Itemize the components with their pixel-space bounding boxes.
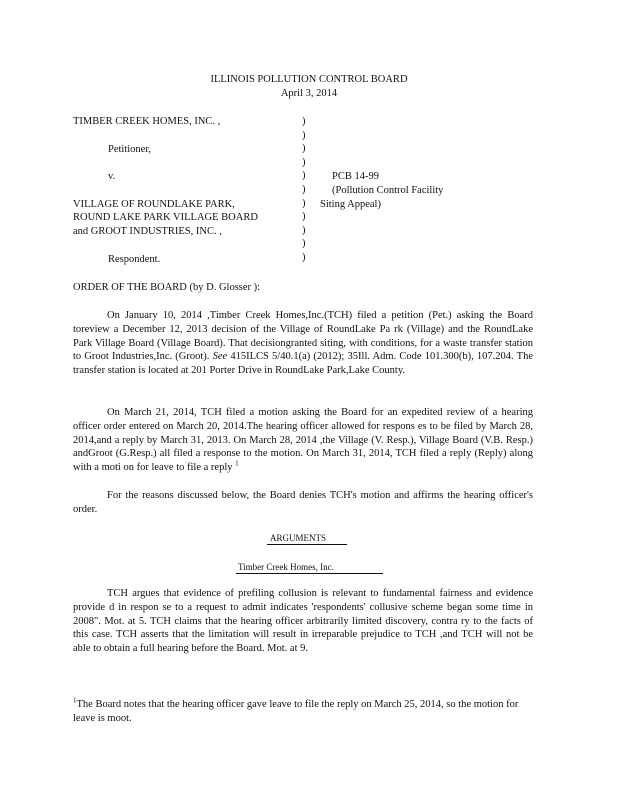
footnote-text: The Board notes that the hearing officer gave leave to file the reply on March 25, 2014, so the motion for leave is moot. (73, 699, 519, 724)
subheading-underline (236, 573, 383, 574)
arguments-underline (267, 544, 347, 545)
paren: ) (302, 170, 306, 182)
respondent-line-2: ROUND LAKE PARK VILLAGE BOARD (73, 212, 258, 223)
paragraph-4 (73, 587, 533, 656)
see-signal: See (212, 351, 228, 363)
paragraph-2 (73, 406, 533, 475)
paren: ) (302, 197, 306, 209)
order-line: ORDER OF THE BOARD (by D. Glosser ): (73, 282, 261, 293)
appeal-line-1: (Pollution Control Facility (332, 185, 444, 196)
paren: ) (302, 251, 306, 263)
order-date: April 3, 2014 (280, 88, 338, 99)
footnote (73, 698, 533, 726)
petitioner-role: Petitioner, (108, 144, 152, 155)
board-title: ILLINOIS POLLUTION CONTROL BOARD (210, 74, 408, 85)
paren: ) (302, 224, 306, 236)
respondent-line-1: VILLAGE OF ROUNDLAKE PARK, (73, 199, 235, 210)
paren: ) (302, 211, 306, 223)
paragraph-4-text: TCH argues that evidence of prefiling collusion is relevant to fundamental fairness and evidence provide d in respon se to a request to admit indicates 'respondents' collusive scheme began some time in 2008". Mot. at 5. TCH claims that the hearing officer arbitrarily limited discovery, contra ry to the facts of this case. TCH asserts that the limitation will result in irreparable prejudice to TCH ,and TCH will not be able to obtain a full hearing before the Board. Mot. at 9. (73, 588, 533, 655)
paragraph-1-citation: 415ILCS 5/40.1(a) (2012); 35Ill. Adm. Code 101.300(b), 107.204. The transfer station is located at 201 Porter Drive in RoundLake Park,Lake County. (73, 351, 533, 377)
caption-parens (302, 115, 306, 265)
paragraph-1 (73, 309, 533, 378)
paren: ) (302, 238, 306, 250)
paragraph-3 (73, 489, 533, 517)
pcb-number: PCB 14-99 (332, 171, 379, 182)
subheading-tch: Timber Creek Homes, Inc. (238, 562, 334, 572)
paragraph-3-text: For the reasons discussed below, the Board denies TCH's motion and affirms the hearing officer's order. (73, 490, 533, 515)
paren: ) (302, 156, 306, 168)
versus-label: v. (108, 171, 116, 182)
paren: ) (302, 183, 306, 195)
paragraph-1-text: On January 10, 2014 ,Timber Creek Homes,Inc.(TCH) filed a petition (Pet.) asking the Board toreview a December 12, 2013 decision of the Village of RoundLake Pa rk (Village) and the RoundLake Park Village Board (Village Board). That decisiongranted siting, with conditions, for a waste transfer station to Groot Industries,Inc. (Groot). (73, 310, 533, 363)
appeal-line-2: Siting Appeal) (320, 199, 381, 210)
paren: ) (302, 143, 306, 155)
paren: ) (302, 116, 306, 127)
respondent-line-3: and GROOT INDUSTRIES, INC. , (73, 226, 222, 237)
paragraph-2-text: On March 21, 2014, TCH filed a motion asking the Board for an expedited review of a hearing officer order entered on March 20, 2014.The hearing officer allowed for respons es to be filed by March 28, 2014,and a reply by March 31, 2013. On March 28, 2014 ,the Village (V. Resp.), Village Board (V.B. Resp.) andGroot (G.Resp.) all filed a response to the motion. On March 31, 2014, TCH filed a reply (Reply) along with a moti on for leave to file a reply (73, 407, 533, 474)
footnote-mark: 1 (73, 696, 77, 705)
petitioner-name: TIMBER CREEK HOMES, INC. , (73, 116, 221, 127)
respondent-role: Respondent. (108, 254, 161, 265)
arguments-heading: ARGUMENTS (270, 533, 327, 543)
paren: ) (302, 129, 306, 141)
footnote-ref[interactable]: 1 (235, 459, 239, 468)
